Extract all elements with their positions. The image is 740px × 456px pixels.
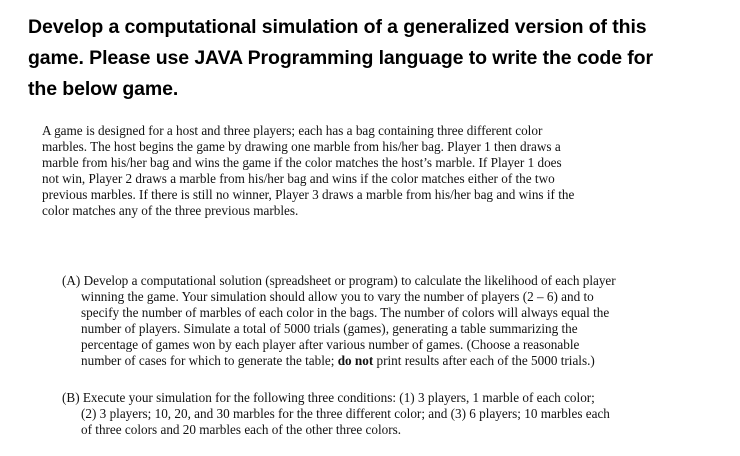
part-a-line: number of players. Simulate a total of 5000 trials (games), generating a table summarizing the: [81, 321, 578, 337]
heading-line: the below game.: [28, 78, 179, 100]
heading-line: Develop a computational simulation of a generalized version of this: [28, 16, 647, 38]
part-a-line: percentage of games won by each player after various number of games. (Choose a reasonable: [81, 337, 580, 353]
part-a-instructions: [62, 273, 712, 370]
game-description: [42, 123, 718, 220]
heading-line: game. Please use JAVA Programming language to write the code for: [28, 47, 653, 69]
part-a-line: [62, 353, 712, 369]
part-a-emphasis: do not: [337, 353, 374, 369]
part-b-line: of three colors and 20 marbles each of the other three colors.: [81, 422, 402, 438]
description-line: marble from his/her bag and wins the game if the color matches the host’s marble. If Player 1 does: [42, 155, 562, 171]
description-line: not win, Player 2 draws a marble from his/her bag and wins if the color matches either of the two: [42, 171, 555, 187]
part-b-instructions: [62, 390, 712, 438]
part-a-text: print results after each of the 5000 trials.): [373, 353, 595, 369]
part-b-line: (2) 3 players; 10, 20, and 30 marbles for the three different color; and (3) 6 players; 10 marbles each: [81, 406, 610, 422]
description-line: previous marbles. If there is still no winner, Player 3 draws a marble from his/her bag and wins if the: [42, 187, 575, 203]
part-b-line: (B) Execute your simulation for the following three conditions: (1) 3 players, 1 marble of each color;: [62, 390, 595, 405]
description-line: A game is designed for a host and three players; each has a bag containing three different color: [42, 123, 543, 138]
part-a-line: winning the game. Your simulation should allow you to vary the number of players (2 – 6) and to: [81, 289, 594, 305]
question-heading: [28, 12, 718, 105]
part-a-text: number of cases for which to generate the table;: [81, 353, 338, 369]
description-line: color matches any of the three previous marbles.: [42, 203, 299, 219]
description-line: marbles. The host begins the game by drawing one marble from his/her bag. Player 1 then draws a: [42, 139, 561, 155]
part-a-line: specify the number of marbles of each color in the bags. The number of colors will always equal the: [81, 305, 610, 321]
part-a-line: (A) Develop a computational solution (spreadsheet or program) to calculate the likelihood of each player: [62, 273, 616, 288]
